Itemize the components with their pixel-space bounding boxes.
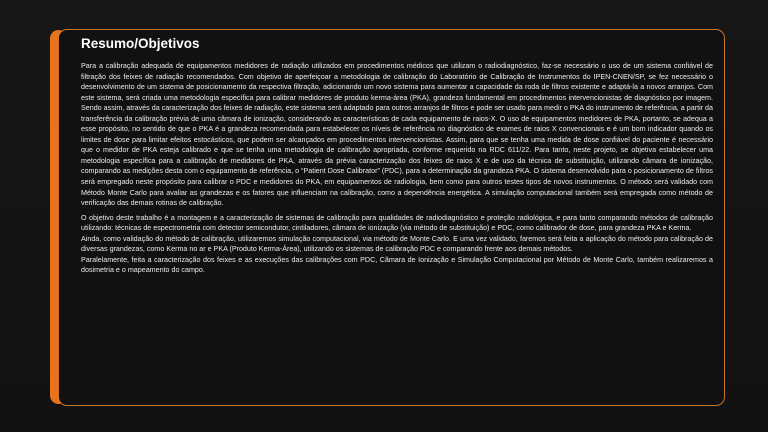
- abstract-paragraph-validation: Ainda, como validação do método de calibração, utilizaremos simulação computacional, via método de Monte Carlo. E uma vez validado, faremos será feita a aplicação do método para calibração de diversas grandezas, como Kerma no ar e PKA (Produto Kerma-Área), utilizando os sistemas de calibração PDC e comparando frente aos demais métodos.: [81, 234, 713, 254]
- abstract-paragraph-parallel-work: Paralelamente, feita a caracterização dos feixes e as execuções das calibrações com PDC, Câmara de Ionização e Simulação Computacional por Método de Monte Carlo, também realizaremos a dosimetria e o mapeamento do campo.: [81, 255, 713, 275]
- abstract-paragraph-objective: O objetivo deste trabalho é a montagem e a caracterização de sistemas de calibração para qualidades de radiodiagnóstico e proteção radiológica, e para tanto comparando métodos de calibração utilizando: técnicas de espectrometria com detector semicondutor, cintiladores, câmara de ionização (via método de substituição) e PDC, como calibrador de dose, para grandeza PKA e Kerma.: [81, 213, 713, 233]
- abstract-paragraph-summary: Para a calibração adequada de equipamentos medidores de radiação utilizados em procedimentos médicos que utilizam o radiodiagnóstico, faz-se necessário o uso de um sistema confiável de filtração dos feixes de radiação recomendados. Com objetivo de aperfeiçoar a metodologia de calibração do Laboratório de Calibração de Instrumentos do IPEN-CNEN/SP, se fez necessário o desenvolvimento de um sistema de posicionamento da respectiva filtração, adicionando um novo sistema para aumentar a capacidade da roda de filtros existente e adaptá-la a novos arranjos. Com este sistema, será criada uma metodologia específica para calibrar medidores de produto kerma-área (PKA), grandeza fundamental em procedimentos intervencionistas de diagnóstico por imagem. Sendo assim, através da caracterização dos feixes de radiação, este sistema será adaptado para outros arranjos de filtros e pode ser usado para medir o PKA do instrumento de referência, a partir da transferência da calibração prévia de uma câmara de ionização, considerando as características de cada equipamento de raios-X. O uso de equipamentos medidores de PKA, portanto, se adequa a esse propósito, no sentido de que o PKA é a grandeza recomendada para estabelecer os níveis de referência no diagnóstico de exames de raios X convencionais e é um bom indicador quando os limites de dose para limitar efeitos estocásticos, que podem ser alcançados em procedimentos intervencionistas. Assim, para que se tenha uma medida de dose confiável do paciente é necessário que o medidor de PKA esteja calibrado e que se tenha uma metodologia de calibração apropriada, conforme requerido na RDC 611/22. Para tanto, neste projeto, se objetiva estabelecer uma metodologia específica para a calibração de medidores de PKA, através da prévia caracterização dos feixes de raios X e de uso da técnica de substituição, utilizando câmara de ionização, comparando as medições desta com o equipamento de referência, o “Patient Dose Calibrator” (PDC), para a determinação da grandeza PKA. O sistema desenvolvido para o posicionamento de filtros será empregado neste propósito para calibrar o PDC e medidores do PKA, em equipamentos de radiologia, bem como para outros testes tipos de novos instrumentos. O método será validado com Método Monte Carlo para avaliar as grandezas e os fatores que influenciam na calibração, como a dependência energética. A simulação computacional também será empregada como método de verificação das demais rotinas de calibração.: [81, 62, 713, 208]
- abstract-body: [81, 61, 713, 276]
- slide-title: Resumo/Objetivos: [81, 36, 200, 51]
